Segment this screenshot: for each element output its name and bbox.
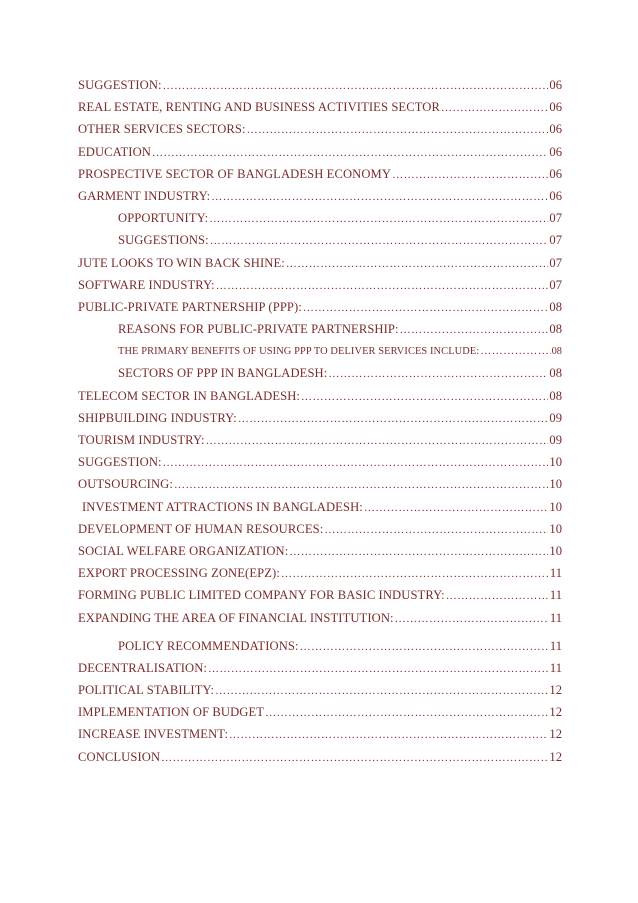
toc-entry-real-estate[interactable]: [78, 96, 562, 118]
toc-entry-suggestion-2[interactable]: [78, 451, 562, 473]
toc-entry-page: 06: [549, 100, 562, 115]
toc-entry-page: 07: [549, 233, 562, 248]
toc-entry-page: 10: [549, 521, 562, 536]
toc-entry-title: SOCIAL WELFARE ORGANIZATION:: [78, 543, 289, 558]
toc-entry-title: OUTSOURCING:: [78, 477, 173, 492]
toc-entry-conclusion[interactable]: [78, 746, 562, 768]
dot-leader: [206, 430, 549, 452]
dot-leader: [303, 297, 548, 319]
dot-leader: [289, 541, 548, 563]
toc-entry-decentralisation[interactable]: [78, 657, 562, 679]
toc-entry-page: 11: [549, 638, 562, 653]
toc-entry-suggestion[interactable]: [78, 74, 562, 96]
dot-leader: [163, 452, 549, 474]
toc-entry-software-industry[interactable]: [78, 274, 562, 296]
toc-entry-title: SOFTWARE INDUSTRY:: [78, 277, 215, 292]
toc-entry-ppp-reasons[interactable]: [78, 318, 562, 340]
toc-entry-title: EDUCATION: [78, 144, 151, 159]
toc-entry-title: POLICY RECOMMENDATIONS:: [118, 638, 299, 653]
toc-entry-tourism[interactable]: [78, 429, 562, 451]
dot-leader: [238, 408, 549, 430]
toc-entry-other-services[interactable]: [78, 118, 562, 140]
toc-entry-page: 08: [549, 366, 562, 381]
toc-entry-title: GARMENT INDUSTRY:: [78, 188, 211, 203]
toc-entry-page: 11: [549, 566, 562, 581]
dot-leader: [400, 319, 549, 341]
toc-entry-page: 09: [549, 410, 562, 425]
toc-entry-ppp[interactable]: [78, 296, 562, 318]
toc-entry-title: SUGGESTIONS:: [118, 233, 209, 248]
toc-entry-jute[interactable]: [78, 252, 562, 274]
toc-entry-title: DECENTRALISATION:: [78, 660, 208, 675]
toc-entry-title: INCREASE INVESTMENT:: [78, 727, 229, 742]
toc-entry-outsourcing[interactable]: [78, 473, 562, 495]
dot-leader: [480, 340, 550, 362]
dot-leader: [364, 497, 549, 519]
dot-leader: [211, 186, 548, 208]
toc-entry-human-resources[interactable]: [78, 518, 562, 540]
dot-leader: [300, 636, 549, 658]
toc-entry-page: 07: [549, 211, 562, 226]
dot-leader: [281, 563, 549, 585]
toc-entry-title: JUTE LOOKS TO WIN BACK SHINE:: [78, 255, 285, 270]
toc-entry-title: SUGGESTION:: [78, 455, 162, 470]
toc-entry-page: 10: [549, 543, 562, 558]
toc-entry-ppp-benefits[interactable]: [78, 340, 562, 362]
dot-leader: [286, 253, 549, 275]
toc-entry-telecom[interactable]: [78, 385, 562, 407]
dot-leader: [209, 208, 548, 230]
toc-entry-page: 08: [549, 299, 562, 314]
dot-leader: [301, 386, 548, 408]
toc-entry-title: SECTORS OF PPP IN BANGLADESH:: [118, 366, 328, 381]
toc-entry-page: 06: [549, 78, 562, 92]
toc-entry-public-limited-company[interactable]: [78, 584, 562, 606]
toc-entry-policy-recommendations[interactable]: [78, 635, 562, 657]
toc-entry-page: 11: [549, 660, 562, 675]
toc-entry-page: 06: [549, 122, 562, 137]
toc-entry-title: SUGGESTION:: [78, 78, 162, 92]
toc-entry-shipbuilding[interactable]: [78, 407, 562, 429]
toc-entry-page: 08: [549, 388, 562, 403]
dot-leader: [324, 519, 548, 541]
toc-entry-investment-attractions[interactable]: [78, 496, 562, 518]
toc-entry-page: 06: [549, 144, 562, 159]
toc-entry-page: 10: [549, 499, 562, 514]
toc-entry-title: FORMING PUBLIC LIMITED COMPANY FOR BASIC INDUSTRY:: [78, 588, 445, 603]
toc-entry-prospective-sector[interactable]: [78, 163, 562, 185]
toc-entry-financial-institution[interactable]: [78, 607, 562, 629]
toc-entry-increase-investment[interactable]: [78, 723, 562, 745]
toc-entry-title: EXPANDING THE AREA OF FINANCIAL INSTITUTION:: [78, 610, 394, 625]
toc-entry-title: REASONS FOR PUBLIC-PRIVATE PARTNERSHIP:: [118, 322, 399, 337]
toc-entry-page: 10: [549, 477, 562, 492]
dot-leader: [229, 724, 548, 746]
dot-leader: [161, 747, 548, 769]
toc-entry-title: REAL ESTATE, RENTING AND BUSINESS ACTIVITIES SECTOR: [78, 100, 440, 115]
toc-entry-title: TOURISM INDUSTRY:: [78, 433, 205, 447]
toc-entry-page: 12: [549, 705, 562, 720]
toc-entry-title: EXPORT PROCESSING ZONE(EPZ):: [78, 566, 280, 581]
toc-entry-page: 12: [549, 749, 562, 764]
toc-entry-ppp-sectors[interactable]: [78, 362, 562, 384]
toc-entry-title: INVESTMENT ATTRACTIONS IN BANGLADESH:: [82, 499, 363, 514]
dot-leader: [265, 702, 548, 724]
toc-entry-social-welfare[interactable]: [78, 540, 562, 562]
toc-entry-page: 12: [549, 683, 562, 698]
toc-entry-title: OPPORTUNITY:: [118, 211, 209, 226]
dot-leader: [247, 119, 549, 141]
toc-entry-page: 06: [549, 166, 562, 181]
toc-entry-title: THE PRIMARY BENEFITS OF USING PPP TO DELIVER SERVICES INCLUDE:: [118, 346, 480, 358]
toc-entry-title: POLITICAL STABILITY:: [78, 683, 215, 698]
toc-entry-title: CONCLUSION: [78, 749, 161, 764]
toc-entry-page: 07: [549, 277, 562, 292]
toc-entry-political-stability[interactable]: [78, 679, 562, 701]
toc-entry-title: PROSPECTIVE SECTOR OF BANGLADESH ECONOMY: [78, 166, 392, 181]
table-of-contents: [78, 74, 562, 768]
toc-entry-opportunity[interactable]: [78, 207, 562, 229]
dot-leader: [395, 608, 549, 630]
dot-leader: [392, 164, 548, 186]
toc-entry-garment-industry[interactable]: [78, 185, 562, 207]
toc-entry-title: DEVELOPMENT OF HUMAN RESOURCES:: [78, 521, 324, 536]
dot-leader: [216, 275, 549, 297]
toc-entry-page: 10: [549, 455, 562, 470]
toc-entry-page: 08: [551, 346, 562, 358]
toc-entry-title: IMPLEMENTATION OF BUDGET: [78, 705, 265, 720]
dot-leader: [163, 75, 549, 97]
dot-leader: [210, 230, 549, 252]
toc-entry-page: 11: [549, 610, 562, 625]
toc-entry-education[interactable]: [78, 141, 562, 163]
toc-entry-epz[interactable]: [78, 562, 562, 584]
dot-leader: [152, 142, 548, 164]
toc-entry-page: 11: [549, 588, 562, 603]
toc-entry-page: 07: [549, 255, 562, 270]
toc-entry-title: TELECOM SECTOR IN BANGLADESH:: [78, 388, 301, 403]
toc-entry-page: 09: [549, 433, 562, 447]
dot-leader: [215, 680, 548, 702]
dot-leader: [441, 97, 548, 119]
dot-leader: [208, 658, 549, 680]
dot-leader: [174, 474, 548, 496]
toc-entry-page: 12: [549, 727, 562, 742]
dot-leader: [446, 585, 549, 607]
toc-entry-page: 06: [549, 188, 562, 203]
toc-entry-budget[interactable]: [78, 701, 562, 723]
toc-entry-title: SHIPBUILDING INDUSTRY:: [78, 410, 237, 425]
toc-entry-suggestions[interactable]: [78, 229, 562, 251]
toc-entry-title: PUBLIC-PRIVATE PARTNERSHIP (PPP):: [78, 299, 302, 314]
toc-entry-title: OTHER SERVICES SECTORS:: [78, 122, 246, 137]
toc-entry-page: 08: [549, 322, 562, 337]
dot-leader: [328, 363, 548, 385]
